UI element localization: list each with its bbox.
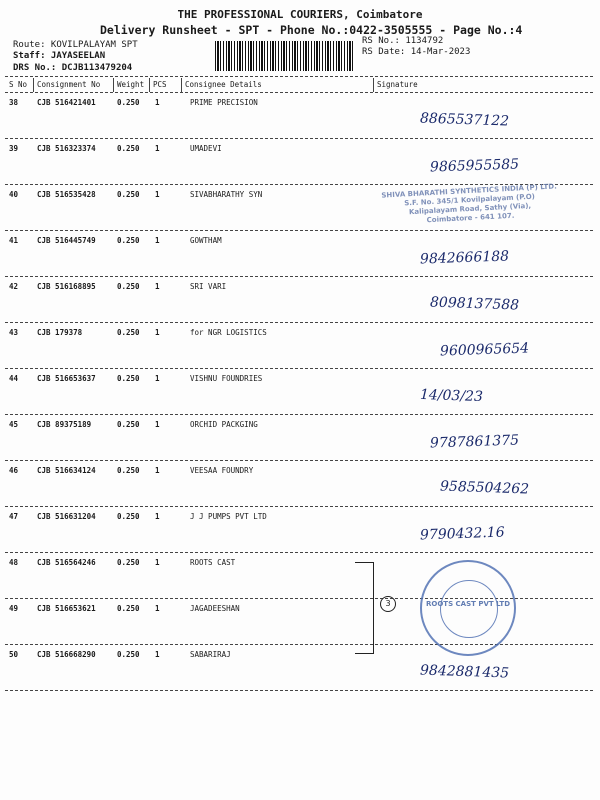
row-weight: 0.250 xyxy=(117,420,140,429)
handwritten-signature: 14/03/23 xyxy=(419,386,484,406)
row-weight: 0.250 xyxy=(117,466,140,475)
row-sno: 41 xyxy=(9,236,19,245)
circle-mark: 3 xyxy=(380,596,396,612)
row-weight: 0.250 xyxy=(117,236,140,245)
row-consignment-no: CJB 516653621 xyxy=(37,604,96,613)
row-sno: 49 xyxy=(9,604,19,613)
header-bottom-rule xyxy=(5,92,593,93)
row-sno: 48 xyxy=(9,558,19,567)
handwritten-signature: 9585504262 xyxy=(439,478,530,498)
row-consignment-no: CJB 516535428 xyxy=(37,190,96,199)
row-sno: 38 xyxy=(9,98,19,107)
row-sno: 47 xyxy=(9,512,19,521)
row-consignee: ORCHID PACKGING xyxy=(190,420,258,429)
row-consignment-no: CJB 89375189 xyxy=(37,420,92,429)
row-sno: 50 xyxy=(9,650,19,659)
row-consignment-no: CJB 516653637 xyxy=(37,374,96,383)
row-divider xyxy=(5,230,593,231)
row-divider xyxy=(5,368,593,369)
handwritten-signature: 8098137588 xyxy=(429,294,520,314)
row-weight: 0.250 xyxy=(117,190,140,199)
row-pcs: 1 xyxy=(155,374,160,383)
row-pcs: 1 xyxy=(155,144,160,153)
col-divider xyxy=(33,78,34,92)
bracket-mark xyxy=(355,562,374,654)
row-consignee: J J PUMPS PVT LTD xyxy=(190,512,267,521)
row-divider xyxy=(5,506,593,507)
handwritten-signature: 9787861375 xyxy=(429,432,520,452)
col-header-weight: Weight xyxy=(117,80,145,89)
row-sno: 39 xyxy=(9,144,19,153)
row-sno: 42 xyxy=(9,282,19,291)
row-pcs: 1 xyxy=(155,236,160,245)
handwritten-signature: 9600965654 xyxy=(439,340,530,360)
row-sno: 44 xyxy=(9,374,19,383)
row-consignment-no: CJB 516634124 xyxy=(37,466,96,475)
row-consignee: PRIME PRECISION xyxy=(190,98,258,107)
row-pcs: 1 xyxy=(155,98,160,107)
col-divider xyxy=(113,78,114,92)
route-label: Route: KOVILPALAYAM SPT xyxy=(13,40,138,50)
row-consignee: for NGR LOGISTICS xyxy=(190,328,267,337)
row-consignee: VEESAA FOUNDRY xyxy=(190,466,254,475)
row-weight: 0.250 xyxy=(117,144,140,153)
row-pcs: 1 xyxy=(155,420,160,429)
col-divider xyxy=(373,78,374,92)
row-consignment-no: CJB 516421401 xyxy=(37,98,96,107)
row-consignment-no: CJB 516631204 xyxy=(37,512,96,521)
row-consignment-no: CJB 516168895 xyxy=(37,282,96,291)
roots-cast-stamp xyxy=(420,560,516,656)
handwritten-signature: 9842881435 xyxy=(419,662,510,682)
row-pcs: 1 xyxy=(155,328,160,337)
table-top-rule xyxy=(5,76,593,77)
row-pcs: 1 xyxy=(155,604,160,613)
handwritten-signature: 8865537122 xyxy=(419,110,510,130)
col-divider xyxy=(181,78,182,92)
company-stamp: SHIVA BHARATHI SYNTHETICS INDIA (P) LTD. S.F. No. 345/1 Kovilpalayam (P.O) Kalipalayam Road, Sathy (Via), Coimbatore - 641 107. xyxy=(381,182,557,225)
row-consignee: UMADEVI xyxy=(190,144,222,153)
row-sno: 46 xyxy=(9,466,19,475)
row-weight: 0.250 xyxy=(117,98,140,107)
row-weight: 0.250 xyxy=(117,650,140,659)
runsheet-subtitle: Delivery Runsheet - SPT - Phone No.:0422-3505555 - Page No.:4 xyxy=(100,23,523,37)
row-pcs: 1 xyxy=(155,282,160,291)
row-pcs: 1 xyxy=(155,650,160,659)
col-header-signature: Signature xyxy=(377,80,418,89)
row-sno: 45 xyxy=(9,420,19,429)
row-weight: 0.250 xyxy=(117,374,140,383)
row-divider xyxy=(5,690,593,691)
rs-date: RS Date: 14-Mar-2023 xyxy=(362,47,471,57)
row-sno: 40 xyxy=(9,190,19,199)
row-divider xyxy=(5,414,593,415)
row-consignment-no: CJB 179378 xyxy=(37,328,83,337)
row-divider xyxy=(5,460,593,461)
row-divider xyxy=(5,552,593,553)
row-divider xyxy=(5,644,593,645)
row-weight: 0.250 xyxy=(117,328,140,337)
row-pcs: 1 xyxy=(155,190,160,199)
handwritten-signature: 9865955585 xyxy=(429,156,520,176)
col-header-sno: S No xyxy=(9,80,28,89)
row-consignee: VISHNU FOUNDRIES xyxy=(190,374,263,383)
row-pcs: 1 xyxy=(155,558,160,567)
row-consignment-no: CJB 516323374 xyxy=(37,144,96,153)
handwritten-signature: 9842666188 xyxy=(419,248,510,268)
row-divider xyxy=(5,276,593,277)
row-pcs: 1 xyxy=(155,512,160,521)
row-weight: 0.250 xyxy=(117,512,140,521)
col-divider xyxy=(149,78,150,92)
row-divider xyxy=(5,138,593,139)
col-header-pcs: PCS xyxy=(153,80,167,89)
row-consignee: SIVABHARATHY SYN xyxy=(190,190,263,199)
rs-number: RS No.: 1134792 xyxy=(362,36,444,46)
barcode xyxy=(215,41,355,71)
row-pcs: 1 xyxy=(155,466,160,475)
stamp-text: ROOTS CAST PVT LTD xyxy=(426,600,510,608)
col-header-consignment: Consignment No xyxy=(37,80,101,89)
row-weight: 0.250 xyxy=(117,558,140,567)
row-consignee: GOWTHAM xyxy=(190,236,222,245)
stamp-inner-ring xyxy=(440,580,498,638)
row-consignment-no: CJB 516445749 xyxy=(37,236,96,245)
row-weight: 0.250 xyxy=(117,282,140,291)
drs-number: DRS No.: DCJB113479204 xyxy=(13,63,133,73)
company-title: THE PROFESSIONAL COURIERS, Coimbatore xyxy=(177,8,423,21)
row-consignee: JAGADEESHAN xyxy=(190,604,240,613)
row-consignment-no: CJB 516668290 xyxy=(37,650,96,659)
row-consignee: SABARIRAJ xyxy=(190,650,231,659)
handwritten-signature: 9790432.16 xyxy=(419,524,505,544)
row-consignee: SRI VARI xyxy=(190,282,227,291)
row-consignee: ROOTS CAST xyxy=(190,558,236,567)
row-divider xyxy=(5,322,593,323)
row-sno: 43 xyxy=(9,328,19,337)
staff-label: Staff: JAYASEELAN xyxy=(13,51,106,61)
col-header-consignee: Consignee Details xyxy=(185,80,262,89)
row-consignment-no: CJB 516564246 xyxy=(37,558,96,567)
row-weight: 0.250 xyxy=(117,604,140,613)
